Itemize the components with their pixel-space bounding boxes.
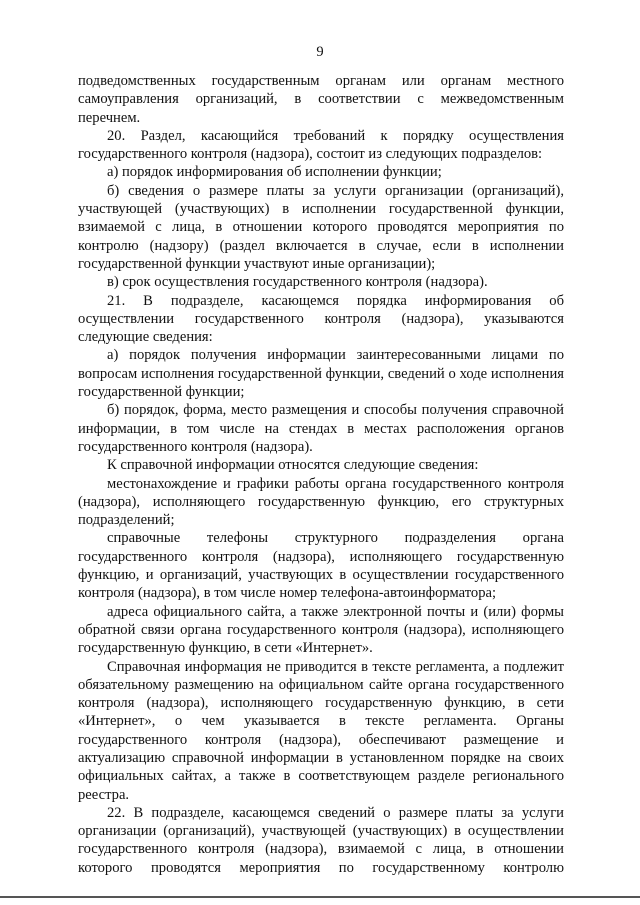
paragraph: К справочной информации относятся следующие сведения: bbox=[107, 457, 479, 474]
paragraph: подведомственных государственным органам или органам местного самоуправления организаций, в соответствии с межведомственным перечнем. bbox=[78, 73, 564, 126]
paragraph: 22. В подразделе, касающемся сведений о размере платы за услуги организации (организаций), участвующей (участвующих) в осуществлении государственного контроля (надзора), взимаемой с лица, в отношении которого проводятся мероприятия по государственному контролю bbox=[78, 804, 564, 876]
document-body bbox=[78, 72, 564, 877]
page-number: 9 bbox=[316, 44, 324, 60]
paragraph: справочные телефоны структурного подразделения органа государственного контроля (надзора), исполняющего государственную функцию, и организаций, участвующих в осуществлении государственного контроля (надзора), в том числе номер телефона-автоинформатора; bbox=[78, 530, 564, 602]
paragraph: а) порядок получения информации заинтересованными лицами по вопросам исполнения государственной функции, сведений о ходе исполнения государственной функции; bbox=[78, 347, 564, 401]
paragraph: б) порядок, форма, место размещения и способы получения справочной информации, в том числе на стендах в местах расположения органов государственного контроля (надзора). bbox=[78, 402, 564, 455]
paragraph: 20. Раздел, касающийся требований к порядку осуществления государственного контроля (надзора), состоит из следующих подразделов: bbox=[78, 127, 564, 163]
page-bottom-edge bbox=[0, 896, 640, 898]
paragraph: 21. В подразделе, касающемся порядка информирования об осуществлении государственного контроля (надзора), указываются следующие сведения: bbox=[78, 292, 564, 346]
paragraph: а) порядок информирования об исполнении функции; bbox=[107, 164, 442, 181]
paragraph: Справочная информация не приводится в тексте регламента, а подлежит обязательному размещению на официальном сайте органа государственного контроля (надзора), исполняющего государственную функцию, в сети «Интернет», о чем указывается в тексте регламента. Органы государственного контроля (надзора), обеспечивают размещение и актуализацию справочной информации в установленном порядке на своих официальных сайтах, а также в соответствующем разделе регионального реестра. bbox=[78, 658, 564, 803]
paragraph: местонахождение и графики работы органа государственного контроля (надзора), исполняющего государственную функцию, его структурных подразделений; bbox=[78, 475, 564, 529]
paragraph: б) сведения о размере платы за услуги организации (организаций), участвующей (участвующих) в исполнении государственной функции, взимаемой с лица, в отношении которого проводятся мероприятия по контролю (надзору) (раздел включается в случае, если в исполнении государственной функции участвуют иные организации); bbox=[78, 182, 564, 272]
paragraph: в) срок осуществления государственного контроля (надзора). bbox=[107, 274, 488, 291]
paragraph: адреса официального сайта, а также электронной почты и (или) формы обратной связи органа государственного контроля (надзора), исполняющего государственную функцию, в сети «Интернет». bbox=[78, 603, 564, 657]
